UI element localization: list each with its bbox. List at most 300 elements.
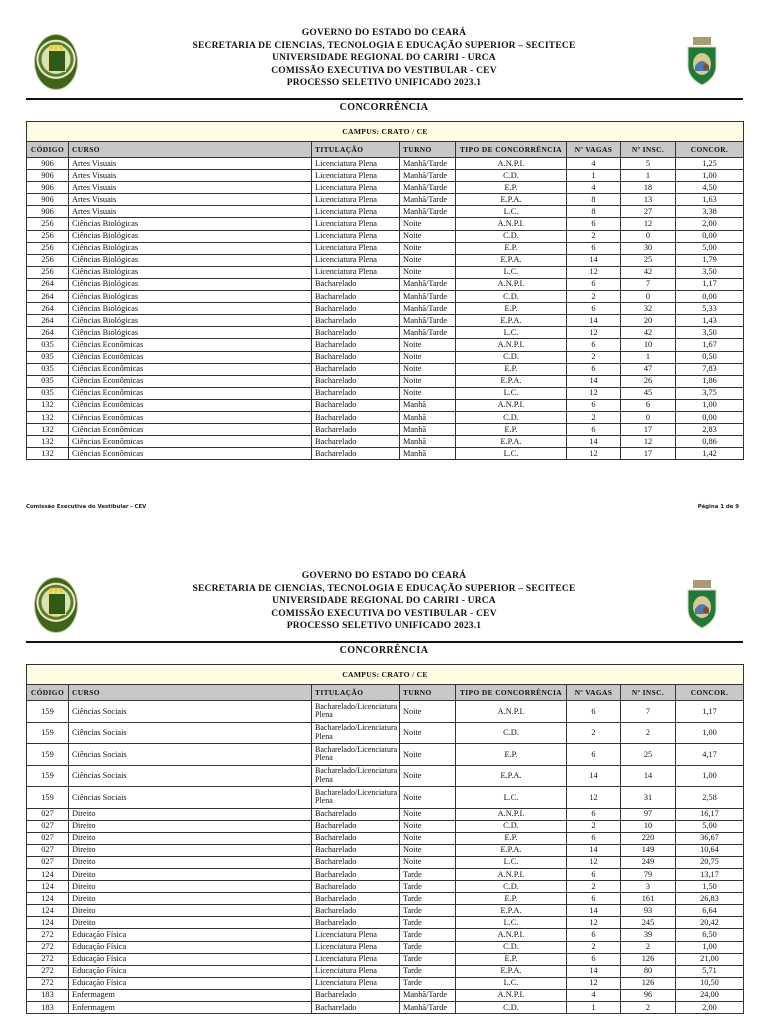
titulacao-cell: Bacharelado	[312, 327, 400, 339]
vagas-cell: 14	[567, 436, 621, 448]
vagas-cell: 2	[567, 881, 621, 893]
turno-cell: Tarde	[400, 929, 456, 941]
section-title: CONCORRÊNCIA	[339, 645, 429, 656]
curso-cell: Ciências Econômicas	[69, 351, 312, 363]
inscritos-cell: 5	[621, 158, 676, 170]
tipo-concorrencia-cell: E.P.	[456, 424, 567, 436]
col-codigo: CÓDIGO	[27, 685, 69, 701]
table-row	[27, 242, 744, 254]
codigo-cell: 035	[27, 363, 69, 375]
vagas-cell: 6	[567, 303, 621, 315]
tipo-concorrencia-cell: A.N.P.I.	[456, 278, 567, 290]
curso-cell: Educação Física	[69, 941, 312, 953]
vagas-cell: 2	[567, 291, 621, 303]
curso-cell: Enfermagem	[69, 989, 312, 1001]
curso-cell: Ciências Econômicas	[69, 339, 312, 351]
curso-cell: Artes Visuais	[69, 170, 312, 182]
vagas-cell: 1	[567, 1002, 621, 1014]
inscritos-cell: 80	[621, 965, 676, 977]
titulacao-cell: Bacharelado	[312, 868, 400, 880]
turno-cell: Manhã/Tarde	[400, 182, 456, 194]
concorrencia-cell: 5,33	[676, 303, 744, 315]
concorrencia-cell: 1,17	[676, 278, 744, 290]
vagas-cell: 1	[567, 170, 621, 182]
inscritos-cell: 45	[621, 387, 676, 399]
codigo-cell: 256	[27, 242, 69, 254]
curso-cell: Ciências Sociais	[69, 744, 312, 766]
header-line-university: UNIVERSIDADE REGIONAL DO CARIRI - URCA	[272, 596, 496, 606]
vagas-cell: 14	[567, 254, 621, 266]
titulacao-cell: Bacharelado	[312, 448, 400, 460]
curso-cell: Ciências Sociais	[69, 722, 312, 744]
curso-cell: Direito	[69, 856, 312, 868]
concorrencia-cell: 1,50	[676, 881, 744, 893]
titulacao-cell: Bacharelado	[312, 905, 400, 917]
concorrencia-cell: 1,17	[676, 701, 744, 723]
codigo-cell: 027	[27, 808, 69, 820]
turno-cell: Manhã/Tarde	[400, 158, 456, 170]
vagas-cell: 2	[567, 230, 621, 242]
tipo-concorrencia-cell: E.P.	[456, 242, 567, 254]
tipo-concorrencia-cell: A.N.P.I.	[456, 218, 567, 230]
curso-cell: Educação Física	[69, 965, 312, 977]
turno-cell: Noite	[400, 351, 456, 363]
tipo-concorrencia-cell: E.P.A.	[456, 375, 567, 387]
inscritos-cell: 27	[621, 206, 676, 218]
turno-cell: Manhã/Tarde	[400, 1002, 456, 1014]
turno-cell: Noite	[400, 254, 456, 266]
vagas-cell: 6	[567, 399, 621, 411]
table-row	[27, 194, 744, 206]
turno-cell: Noite	[400, 363, 456, 375]
table-row	[27, 989, 744, 1001]
turno-cell: Manhã	[400, 436, 456, 448]
concorrencia-cell: 10,64	[676, 844, 744, 856]
inscritos-cell: 0	[621, 411, 676, 423]
titulacao-cell: Bacharelado	[312, 351, 400, 363]
curso-cell: Ciências Biológicas	[69, 291, 312, 303]
curso-cell: Ciências Biológicas	[69, 254, 312, 266]
table-row	[27, 206, 744, 218]
turno-cell: Manhã/Tarde	[400, 194, 456, 206]
curso-cell: Ciências Sociais	[69, 787, 312, 809]
turno-cell: Noite	[400, 765, 456, 787]
table-row	[27, 929, 744, 941]
turno-cell: Noite	[400, 701, 456, 723]
concorrencia-cell: 10,50	[676, 977, 744, 989]
table-row	[27, 399, 744, 411]
tipo-concorrencia-cell: E.P.	[456, 832, 567, 844]
inscritos-cell: 245	[621, 917, 676, 929]
codigo-cell: 132	[27, 399, 69, 411]
inscritos-cell: 18	[621, 182, 676, 194]
curso-cell: Direito	[69, 868, 312, 880]
turno-cell: Noite	[400, 387, 456, 399]
table-row	[27, 881, 744, 893]
curso-cell: Direito	[69, 881, 312, 893]
inscritos-cell: 126	[621, 977, 676, 989]
tipo-concorrencia-cell: E.P.	[456, 953, 567, 965]
tipo-concorrencia-cell: E.P.A.	[456, 844, 567, 856]
tipo-concorrencia-cell: L.C.	[456, 448, 567, 460]
turno-cell: Manhã/Tarde	[400, 303, 456, 315]
header-divider	[26, 98, 743, 100]
codigo-cell: 035	[27, 339, 69, 351]
section-title: CONCORRÊNCIA	[339, 102, 429, 113]
inscritos-cell: 17	[621, 424, 676, 436]
inscritos-cell: 149	[621, 844, 676, 856]
codigo-cell: 159	[27, 765, 69, 787]
col-turno: TURNO	[400, 685, 456, 701]
titulacao-cell: Bacharelado	[312, 411, 400, 423]
titulacao-cell: Licenciatura Plena	[312, 206, 400, 218]
table-row	[27, 722, 744, 744]
tipo-concorrencia-cell: C.D.	[456, 170, 567, 182]
table-row	[27, 170, 744, 182]
tipo-concorrencia-cell: C.D.	[456, 820, 567, 832]
vagas-cell: 6	[567, 929, 621, 941]
turno-cell: Tarde	[400, 905, 456, 917]
vagas-cell: 6	[567, 808, 621, 820]
inscritos-cell: 14	[621, 765, 676, 787]
col-turno: TURNO	[400, 142, 456, 158]
document-header	[0, 570, 768, 633]
codigo-cell: 906	[27, 182, 69, 194]
codigo-cell: 264	[27, 291, 69, 303]
titulacao-cell: Licenciatura Plena	[312, 965, 400, 977]
inscritos-cell: 42	[621, 266, 676, 278]
titulacao-cell: Bacharelado	[312, 989, 400, 1001]
codigo-cell: 264	[27, 327, 69, 339]
table-row	[27, 266, 744, 278]
col-titulacao: TITULAÇÃO	[312, 685, 400, 701]
concorrencia-table	[26, 121, 744, 460]
vagas-cell: 14	[567, 965, 621, 977]
inscritos-cell: 93	[621, 905, 676, 917]
turno-cell: Noite	[400, 808, 456, 820]
table-row	[27, 765, 744, 787]
codigo-cell: 906	[27, 194, 69, 206]
table-row	[27, 218, 744, 230]
col-tipo-concorrencia: TIPO DE CONCORRÊNCIA	[456, 685, 567, 701]
concorrencia-cell: 1,00	[676, 941, 744, 953]
titulacao-cell: Bacharelado/Licenciatura Plena	[312, 722, 400, 744]
turno-cell: Tarde	[400, 881, 456, 893]
codigo-cell: 272	[27, 977, 69, 989]
inscritos-cell: 3	[621, 881, 676, 893]
vagas-cell: 12	[567, 856, 621, 868]
vagas-cell: 6	[567, 893, 621, 905]
table-row	[27, 315, 744, 327]
vagas-cell: 14	[567, 315, 621, 327]
vagas-cell: 2	[567, 820, 621, 832]
codigo-cell: 272	[27, 965, 69, 977]
tipo-concorrencia-cell: A.N.P.I.	[456, 868, 567, 880]
inscritos-cell: 30	[621, 242, 676, 254]
table-row	[27, 856, 744, 868]
titulacao-cell: Licenciatura Plena	[312, 254, 400, 266]
col-inscritos: Nº INSC.	[621, 142, 676, 158]
table-row	[27, 351, 744, 363]
table-row	[27, 844, 744, 856]
vagas-cell: 6	[567, 218, 621, 230]
tipo-concorrencia-cell: E.P.A.	[456, 436, 567, 448]
curso-cell: Ciências Econômicas	[69, 436, 312, 448]
concorrencia-cell: 0,00	[676, 291, 744, 303]
vagas-cell: 12	[567, 448, 621, 460]
table-row	[27, 701, 744, 723]
ceara-coat-of-arms-logo	[684, 36, 720, 86]
codigo-cell: 035	[27, 351, 69, 363]
curso-cell: Ciências Biológicas	[69, 230, 312, 242]
curso-cell: Ciências Econômicas	[69, 411, 312, 423]
concorrencia-cell: 1,00	[676, 765, 744, 787]
codigo-cell: 124	[27, 881, 69, 893]
inscritos-cell: 47	[621, 363, 676, 375]
turno-cell: Noite	[400, 744, 456, 766]
turno-cell: Noite	[400, 230, 456, 242]
curso-cell: Educação Física	[69, 977, 312, 989]
table-row	[27, 941, 744, 953]
concorrencia-cell: 6,64	[676, 905, 744, 917]
table-row	[27, 339, 744, 351]
turno-cell: Tarde	[400, 965, 456, 977]
titulacao-cell: Bacharelado	[312, 808, 400, 820]
concorrencia-table	[26, 664, 744, 1014]
table-row	[27, 375, 744, 387]
table-row	[27, 278, 744, 290]
concorrencia-cell: 7,83	[676, 363, 744, 375]
codigo-cell: 132	[27, 411, 69, 423]
table-row	[27, 158, 744, 170]
turno-cell: Noite	[400, 339, 456, 351]
vagas-cell: 6	[567, 363, 621, 375]
tipo-concorrencia-cell: C.D.	[456, 722, 567, 744]
table-row	[27, 917, 744, 929]
inscritos-cell: 2	[621, 1002, 676, 1014]
turno-cell: Manhã/Tarde	[400, 327, 456, 339]
col-curso: CURSO	[69, 142, 312, 158]
turno-cell: Manhã	[400, 448, 456, 460]
vagas-cell: 6	[567, 424, 621, 436]
inscritos-cell: 126	[621, 953, 676, 965]
codigo-cell: 906	[27, 206, 69, 218]
codigo-cell: 124	[27, 917, 69, 929]
concorrencia-cell: 1,79	[676, 254, 744, 266]
codigo-cell: 264	[27, 303, 69, 315]
inscritos-cell: 6	[621, 399, 676, 411]
tipo-concorrencia-cell: E.P.A.	[456, 905, 567, 917]
titulacao-cell: Licenciatura Plena	[312, 941, 400, 953]
table-row	[27, 832, 744, 844]
header-line-commission: COMISSÃO EXECUTIVA DO VESTIBULAR - CEV	[271, 65, 497, 76]
turno-cell: Manhã/Tarde	[400, 291, 456, 303]
col-concorrencia: CONCOR.	[676, 142, 744, 158]
concorrencia-cell: 20,42	[676, 917, 744, 929]
titulacao-cell: Bacharelado/Licenciatura Plena	[312, 744, 400, 766]
turno-cell: Manhã/Tarde	[400, 315, 456, 327]
vagas-cell: 4	[567, 158, 621, 170]
header-line-government: GOVERNO DO ESTADO DO CEARÁ	[301, 571, 467, 581]
tipo-concorrencia-cell: L.C.	[456, 917, 567, 929]
turno-cell: Tarde	[400, 917, 456, 929]
tipo-concorrencia-cell: C.D.	[456, 230, 567, 242]
table-row	[27, 448, 744, 460]
titulacao-cell: Bacharelado	[312, 893, 400, 905]
tipo-concorrencia-cell: E.P.A.	[456, 254, 567, 266]
vagas-cell: 12	[567, 977, 621, 989]
titulacao-cell: Bacharelado	[312, 1002, 400, 1014]
curso-cell: Direito	[69, 917, 312, 929]
curso-cell: Ciências Econômicas	[69, 363, 312, 375]
turno-cell: Noite	[400, 375, 456, 387]
codigo-cell: 027	[27, 844, 69, 856]
codigo-cell: 124	[27, 868, 69, 880]
concorrencia-cell: 1,67	[676, 339, 744, 351]
concorrencia-cell: 1,43	[676, 315, 744, 327]
table-row	[27, 182, 744, 194]
curso-cell: Direito	[69, 808, 312, 820]
turno-cell: Noite	[400, 266, 456, 278]
titulacao-cell: Licenciatura Plena	[312, 194, 400, 206]
tipo-concorrencia-cell: C.D.	[456, 411, 567, 423]
codigo-cell: 159	[27, 744, 69, 766]
titulacao-cell: Bacharelado	[312, 278, 400, 290]
concorrencia-cell: 1,42	[676, 448, 744, 460]
tipo-concorrencia-cell: E.P.A.	[456, 194, 567, 206]
codigo-cell: 027	[27, 832, 69, 844]
table-row	[27, 820, 744, 832]
vagas-cell: 12	[567, 387, 621, 399]
titulacao-cell: Bacharelado	[312, 424, 400, 436]
turno-cell: Noite	[400, 722, 456, 744]
tipo-concorrencia-cell: A.N.P.I.	[456, 158, 567, 170]
table-row	[27, 953, 744, 965]
tipo-concorrencia-cell: C.D.	[456, 291, 567, 303]
titulacao-cell: Licenciatura Plena	[312, 218, 400, 230]
col-inscritos: Nº INSC.	[621, 685, 676, 701]
vagas-cell: 8	[567, 206, 621, 218]
vagas-cell: 6	[567, 701, 621, 723]
vagas-cell: 12	[567, 917, 621, 929]
vagas-cell: 4	[567, 182, 621, 194]
column-header-row	[27, 685, 744, 701]
inscritos-cell: 25	[621, 744, 676, 766]
table-row	[27, 424, 744, 436]
titulacao-cell: Licenciatura Plena	[312, 953, 400, 965]
inscritos-cell: 10	[621, 820, 676, 832]
col-tipo-concorrencia: TIPO DE CONCORRÊNCIA	[456, 142, 567, 158]
curso-cell: Ciências Econômicas	[69, 375, 312, 387]
titulacao-cell: Bacharelado	[312, 339, 400, 351]
footer-page-number: Página 1 de 9	[697, 504, 739, 510]
curso-cell: Ciências Biológicas	[69, 242, 312, 254]
titulacao-cell: Licenciatura Plena	[312, 230, 400, 242]
vagas-cell: 2	[567, 411, 621, 423]
document-page-2	[0, 545, 768, 1024]
col-codigo: CÓDIGO	[27, 142, 69, 158]
titulacao-cell: Licenciatura Plena	[312, 158, 400, 170]
codigo-cell: 027	[27, 820, 69, 832]
inscritos-cell: 20	[621, 315, 676, 327]
col-concorrencia: CONCOR.	[676, 685, 744, 701]
tipo-concorrencia-cell: E.P.A.	[456, 315, 567, 327]
titulacao-cell: Bacharelado	[312, 303, 400, 315]
concorrencia-cell: 5,00	[676, 820, 744, 832]
curso-cell: Direito	[69, 820, 312, 832]
concorrencia-cell: 2,58	[676, 787, 744, 809]
vagas-cell: 2	[567, 351, 621, 363]
campus-row	[27, 122, 744, 142]
table-row	[27, 965, 744, 977]
titulacao-cell: Bacharelado/Licenciatura Plena	[312, 787, 400, 809]
footer-commission: Comissão Executiva do Vestibular - CEV	[26, 504, 147, 510]
curso-cell: Ciências Econômicas	[69, 424, 312, 436]
vagas-cell: 12	[567, 327, 621, 339]
vagas-cell: 8	[567, 194, 621, 206]
turno-cell: Manhã/Tarde	[400, 170, 456, 182]
codigo-cell: 256	[27, 230, 69, 242]
titulacao-cell: Bacharelado	[312, 315, 400, 327]
curso-cell: Artes Visuais	[69, 194, 312, 206]
table-row	[27, 230, 744, 242]
titulacao-cell: Licenciatura Plena	[312, 182, 400, 194]
tipo-concorrencia-cell: E.P.	[456, 363, 567, 375]
tipo-concorrencia-cell: E.P.A.	[456, 765, 567, 787]
titulacao-cell: Bacharelado	[312, 399, 400, 411]
vagas-cell: 6	[567, 242, 621, 254]
inscritos-cell: 0	[621, 230, 676, 242]
tipo-concorrencia-cell: C.D.	[456, 881, 567, 893]
codigo-cell: 272	[27, 929, 69, 941]
titulacao-cell: Bacharelado	[312, 917, 400, 929]
curso-cell: Ciências Econômicas	[69, 399, 312, 411]
curso-cell: Ciências Biológicas	[69, 266, 312, 278]
tipo-concorrencia-cell: E.P.	[456, 182, 567, 194]
tipo-concorrencia-cell: E.P.	[456, 893, 567, 905]
titulacao-cell: Bacharelado	[312, 363, 400, 375]
codigo-cell: 256	[27, 254, 69, 266]
table-row	[27, 411, 744, 423]
campus-label: CAMPUS: CRATO / CE	[27, 122, 744, 142]
codigo-cell: 264	[27, 278, 69, 290]
concorrencia-cell: 5,71	[676, 965, 744, 977]
table-row	[27, 254, 744, 266]
table-row	[27, 905, 744, 917]
codigo-cell: 124	[27, 905, 69, 917]
table-row	[27, 1002, 744, 1014]
concorrencia-cell: 1,00	[676, 722, 744, 744]
inscritos-cell: 17	[621, 448, 676, 460]
codigo-cell: 132	[27, 424, 69, 436]
inscritos-cell: 13	[621, 194, 676, 206]
turno-cell: Tarde	[400, 868, 456, 880]
tipo-concorrencia-cell: A.N.P.I.	[456, 339, 567, 351]
curso-cell: Ciências Sociais	[69, 765, 312, 787]
inscritos-cell: 42	[621, 327, 676, 339]
concorrencia-cell: 4,17	[676, 744, 744, 766]
table-row	[27, 868, 744, 880]
header-line-government: GOVERNO DO ESTADO DO CEARÁ	[301, 28, 467, 38]
inscritos-cell: 97	[621, 808, 676, 820]
inscritos-cell: 26	[621, 375, 676, 387]
col-vagas: Nº VAGAS	[567, 142, 621, 158]
curso-cell: Ciências Biológicas	[69, 315, 312, 327]
curso-cell: Ciências Biológicas	[69, 303, 312, 315]
codigo-cell: 124	[27, 893, 69, 905]
turno-cell: Manhã	[400, 424, 456, 436]
concorrencia-cell: 26,83	[676, 893, 744, 905]
